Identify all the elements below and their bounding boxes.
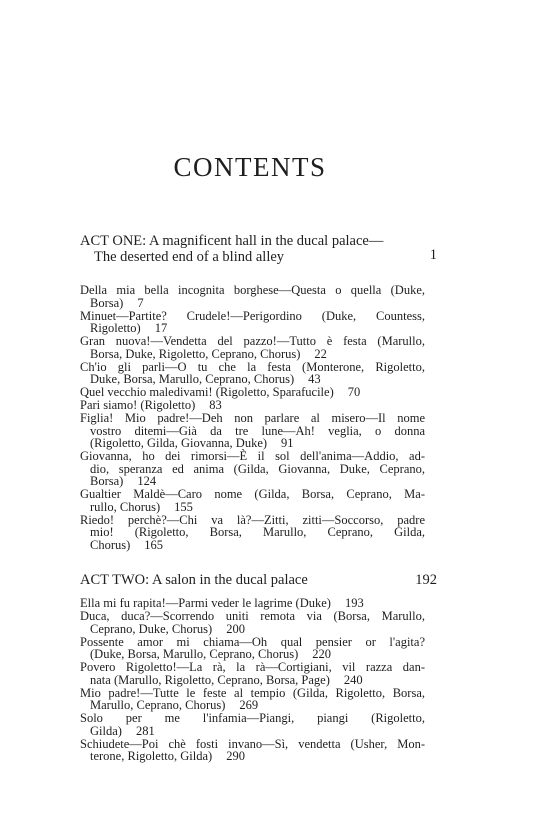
entry-text: (Duke, Borsa, Marullo, Ceprano, Chorus) [90,647,299,661]
entry-line [80,539,425,552]
entry-line [80,284,425,297]
toc-entry [80,399,425,412]
entry-line [80,386,425,399]
entry-text: Duca, duca?—Scorrendo uniti remota via (Borsa, Marullo, [80,609,425,623]
entry-page-number: 91 [281,436,294,450]
entry-text: Quel vecchio maledivami! (Rigoletto, Sparafucile) [80,385,334,399]
entry-text: Mio padre!—Tutte le feste al tempio (Gilda, Rigoletto, Borsa, [80,685,425,700]
act-page-number: 1 [429,247,437,263]
entry-text: terone, Rigoletto, Gilda) [90,749,213,763]
entry-page-number: 165 [144,537,164,552]
act-heading [80,233,437,265]
entry-text: Pari siamo! (Rigoletto) [80,398,196,412]
entry-list [80,597,425,763]
toc-entry [80,386,425,399]
entry-page-number: 70 [347,385,361,399]
toc-entry [80,488,425,513]
act-heading [80,572,437,588]
toc-entry [80,636,425,661]
entry-line [80,399,425,412]
toc-entry [80,310,425,335]
page-title: CONTENTS [173,152,327,182]
act-page-number: 192 [415,572,437,588]
entry-page-number: 220 [312,647,332,661]
toc-entry [80,361,425,386]
entry-line [80,674,425,687]
entry-line [80,623,425,636]
entry-text: Gran nuova!—Vendetta del pazzo!—Tutto è festa (Marullo, [80,334,425,348]
entry-text: rullo, Chorus) [90,499,161,514]
entry-text: Borsa, Duke, Rigoletto, Ceprano, Chorus) [90,346,301,361]
toc-entry [80,738,425,763]
entry-line [80,501,425,514]
entry-text: Povero Rigoletto!—La rà, la rà—Cortigiani, vil razza dan- [80,660,425,674]
entry-page-number: 193 [344,596,364,610]
toc-entry [80,284,425,309]
entry-text: Solo per me l'infamia—Piangi, piangi (Rigoletto, [80,711,425,725]
entry-text: Duke, Borsa, Marullo, Ceprano, Chorus) [90,372,295,386]
entry-page-number: 240 [343,672,363,687]
toc-entry [80,712,425,737]
entry-page-number: 281 [135,723,155,738]
entry-text: Chorus) [90,537,131,552]
entry-text: Minuet—Partite? Crudele!—Perigordino (Duke, Countess, [80,308,425,323]
toc-entry [80,610,425,635]
entry-text: Borsa) [90,474,124,488]
act-one-section [80,233,437,552]
entry-page-number: 17 [154,321,168,335]
toc-entry [80,335,425,360]
entry-text: Figlia! Mio padre!—Deh non parlare al misero—Il nome [80,411,425,425]
entry-list [80,284,425,551]
entry-text: Gilda) [90,723,122,738]
act-two-section [80,572,437,763]
entry-text: nata (Marullo, Rigoletto, Ceprano, Borsa, Page) [90,672,330,687]
entry-page-number: 7 [137,295,144,310]
entry-text: Possente amor mi chiama—Oh qual pensier or l'agita? [80,634,425,649]
entry-text: Marullo, Ceprano, Chorus) [90,698,226,712]
entry-page-number: 290 [226,749,245,763]
entry-line [80,373,425,386]
entry-line [80,526,425,539]
toc-entry [80,514,425,552]
toc-entry [80,450,425,488]
entry-line [80,699,425,712]
entry-line [80,348,425,361]
toc-entry [80,687,425,712]
entry-line [80,712,425,725]
entry-text: Riedo! perchè?—Chi va là?—Zitti, zitti—Soccorso, padre [80,512,425,527]
entry-line [80,725,425,738]
entry-text: Schiudete—Poi chè fosti invano—Sì, vendetta (Usher, Mon- [80,736,425,751]
entry-page-number: 83 [209,398,222,412]
entry-text: Gualtier Maldè—Caro nome (Gilda, Borsa, Ceprano, Ma- [80,487,425,501]
entry-line [80,297,425,310]
entry-text: Giovanna, ho dei rimorsi—È il sol dell'anima—Addio, ad- [80,449,425,463]
entry-text: mio! (Rigoletto, Borsa, Marullo, Ceprano, Gilda, [90,525,425,539]
entry-text: Borsa) [90,295,124,310]
entry-page-number: 200 [226,621,245,636]
entry-line [80,648,425,661]
entry-text: Ella mi fu rapita!—Parmi veder le lagrime (Duke) [80,596,331,610]
toc-entry [80,661,425,686]
toc-entry [80,412,425,450]
toc-entry [80,597,425,610]
entry-text: dio, speranza ed anima (Gilda, Giovanna, Duke, Ceprano, [90,461,425,476]
entry-page-number: 124 [137,474,157,488]
entry-line [80,750,425,763]
entry-text: vostro ditemi—Già da tre lune—Ah! veglia, o donna [90,423,425,438]
act-heading-line: The deserted end of a blind alley [94,249,285,265]
act-heading-line: ACT ONE: A magnificent hall in the ducal palace— [80,233,384,249]
entry-line [80,322,425,335]
entry-text: (Rigoletto, Gilda, Giovanna, Duke) [90,436,268,450]
entry-text: Ch'io gli parli—O tu che la festa (Monterone, Rigoletto, [80,359,425,374]
entry-text: Ceprano, Duke, Chorus) [90,621,213,636]
entry-line [80,475,425,488]
entry-page-number: 43 [308,372,321,386]
entry-page-number: 269 [239,698,259,712]
entry-page-number: 22 [314,346,327,361]
entry-line [80,437,425,450]
entry-text: Della mia bella incognita borghese—Questa o quella (Duke, [80,283,425,297]
entry-page-number: 155 [174,499,193,514]
act-heading-line: ACT TWO: A salon in the ducal palace [80,572,308,588]
entry-line [80,597,425,610]
entry-line [80,463,425,476]
entry-text: Rigoletto) [90,321,141,335]
